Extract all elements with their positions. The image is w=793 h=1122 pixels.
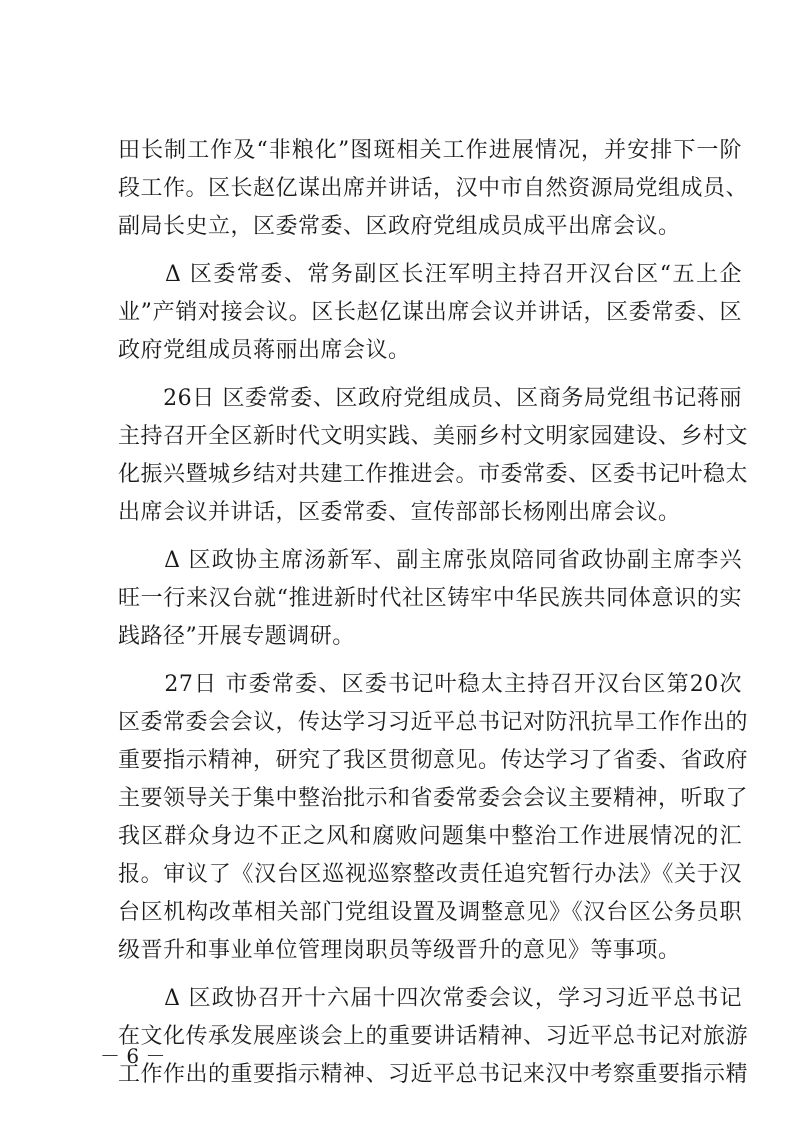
paragraph (118, 666, 749, 970)
body-text (118, 132, 749, 1094)
paragraph (118, 380, 749, 532)
text-line: 旺一行来汉台就“推进新时代社区铸牢中华民族共同体意识的实 (118, 586, 742, 611)
text-line: 出席会议并讲话，区委常委、宣传部部长杨刚出席会议。 (118, 500, 681, 525)
text-line: 在文化传承发展座谈会上的重要讲话精神、习近平总书记对旅游 (118, 1024, 749, 1049)
page-number: － 6 － (100, 1044, 166, 1068)
text-line: Δ 区政协召开十六届十四次常委会议，学习习近平总书记 (118, 986, 742, 1011)
text-line: 台区机构改革相关部门党组设置及调整意见》《汉台区公务员职 (118, 900, 742, 925)
text-line: 27日 市委常委、区委书记叶稳太主持召开汉台区第20次 (118, 672, 742, 697)
text-line: Δ 区政协主席汤新军、副主席张岚陪同省政协副主席李兴 (118, 548, 742, 573)
text-line: 业”产销对接会议。区长赵亿谋出席会议并讲话，区委常委、区 (118, 300, 742, 325)
text-line: 重要指示精神，研究了我区贯彻意见。传达学习了省委、省政府 (118, 748, 749, 773)
text-line: 化振兴暨城乡结对共建工作推进会。市委常委、区委书记叶稳太 (118, 462, 749, 487)
text-line: 段工作。区长赵亿谋出席并讲话，汉中市自然资源局党组成员、 (118, 176, 749, 201)
text-line: 级晋升和事业单位管理岗职员等级晋升的意见》等事项。 (118, 938, 681, 963)
paragraph (118, 980, 749, 1094)
text-line: Δ 区委常委、常务副区长汪军明主持召开汉台区“五上企 (118, 262, 742, 287)
text-line: 副局长史立，区委常委、区政府党组成员成平出席会议。 (118, 214, 681, 239)
paragraph (118, 256, 742, 370)
text-line: 区委常委会会议，传达学习习近平总书记对防汛抗旱工作作出的 (118, 710, 749, 735)
text-line: 报。审议了《汉台区巡视巡察整改责任追究暂行办法》《关于汉 (118, 862, 742, 887)
text-line: 践路径”开展专题调研。 (118, 624, 355, 649)
paragraph (118, 132, 749, 246)
text-line: 26日 区委常委、区政府党组成员、区商务局党组书记蒋丽 (118, 386, 742, 411)
text-line: 工作作出的重要指示精神、习近平总书记来汉中考察重要指示精 (118, 1062, 749, 1087)
text-line: 田长制工作及“非粮化”图斑相关工作进展情况，并安排下一阶 (118, 138, 742, 163)
text-line: 政府党组成员蒋丽出席会议。 (118, 338, 411, 363)
text-line: 我区群众身边不正之风和腐败问题集中整治工作进展情况的汇 (118, 824, 742, 849)
text-line: 主持召开全区新时代文明实践、美丽乡村文明家园建设、乡村文 (118, 424, 749, 449)
text-line: 主要领导关于集中整治批示和省委常委会会议主要精神，听取了 (118, 786, 749, 811)
paragraph (118, 542, 742, 656)
